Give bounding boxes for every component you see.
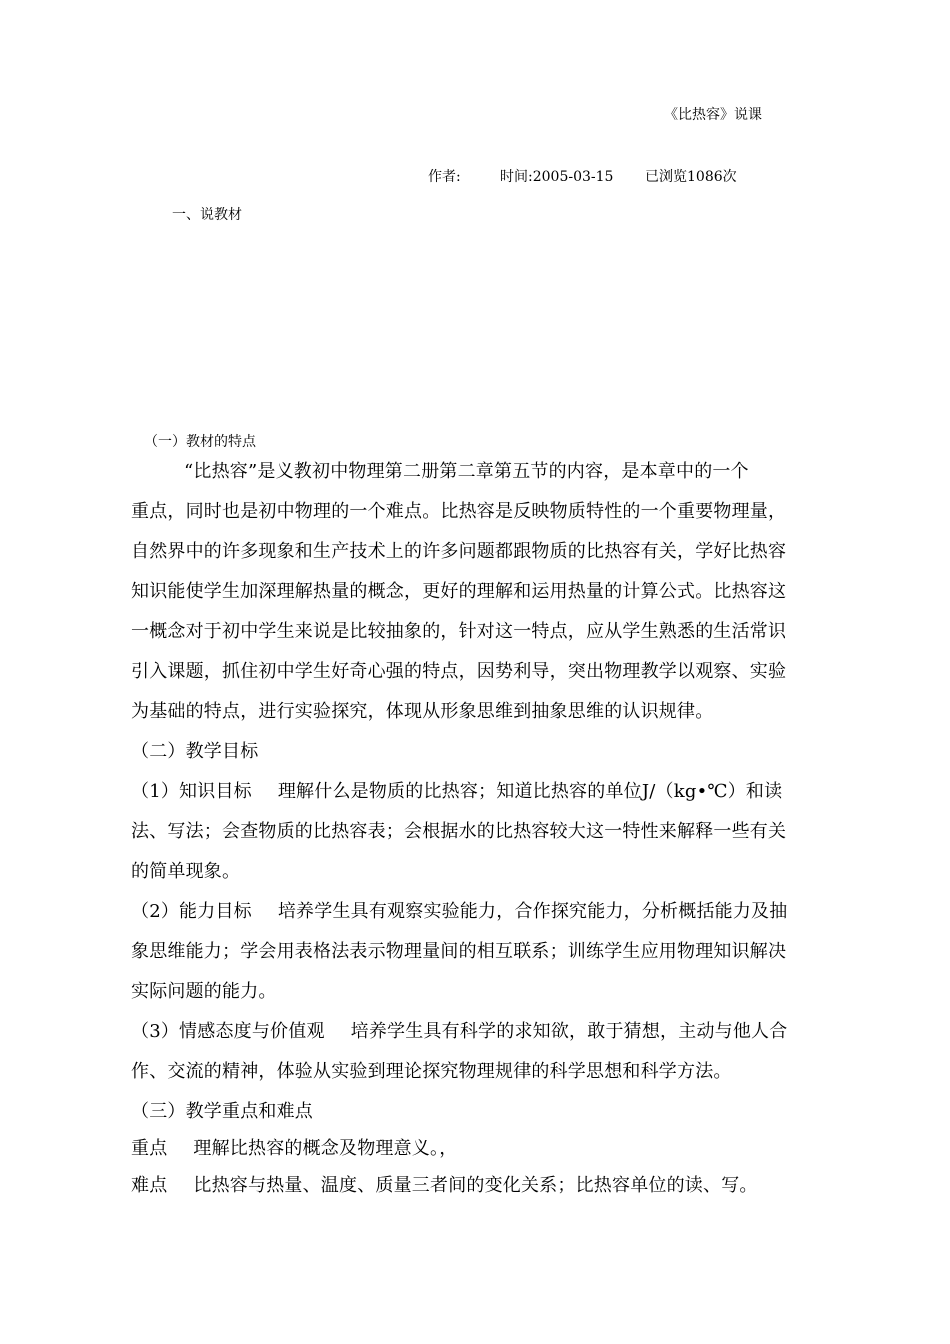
difficulty-text: 比热容与热量、温度、质量三者间的变化关系；比热容单位的读、写。 [193,1175,758,1196]
goal-ability-line [131,897,821,923]
subsection-heading-key-points: （三）教学重点和难点 [131,1101,313,1122]
paragraph-line: 知识能使学生加深理解热量的概念，更好的理解和运用热量的计算公式。比热容这 [131,581,787,602]
goal-ability-label: （2）能力目标 [131,901,252,922]
section-heading-textbook: 一、说教材 [172,207,242,223]
paragraph-line: 法、写法；会查物质的比热容表；会根据水的比热容较大这一特性来解释一些有关 [131,821,787,842]
key-point-line [131,1134,821,1160]
paragraph-line: 引入课题，抓住初中学生好奇心强的特点，因势利导，突出物理教学以观察、实验 [131,661,787,682]
subsection-heading-goals: （二）教学目标 [131,741,259,762]
paragraph-line: 实际问题的能力。 [131,981,277,1002]
paragraph-line: 的简单现象。 [131,861,241,882]
time-label: 时间:2005-03-15 [500,169,614,185]
author-label: 作者: [428,169,461,185]
key-point-text: 理解比热容的概念及物理意义。， [193,1138,458,1159]
goal-knowledge-text: 理解什么是物质的比热容；知道比热容的单位J/（kg•℃）和读 [277,781,783,802]
paragraph-line: “比热容”是义教初中物理第二册第二章第五节的内容，是本章中的一个 [184,461,749,482]
goal-emotion-label: （3）情感态度与价值观 [131,1021,325,1042]
paragraph-line: 自然界中的许多现象和生产技术上的许多问题都跟物质的比热容有关，学好比热容 [131,541,787,562]
paragraph-line: 象思维能力；学会用表格法表示物理量间的相互联系；训练学生应用物理知识解决 [131,941,787,962]
goal-knowledge-label: （1）知识目标 [131,781,252,802]
paragraph-line: 重点，同时也是初中物理的一个难点。比热容是反映物质特性的一个重要物理量， [131,501,787,522]
goal-knowledge-line [131,777,821,803]
subsection-heading-features: （一）教材的特点 [144,434,256,450]
difficulty-line [131,1171,821,1197]
difficulty-label: 难点 [131,1175,168,1196]
document-title: 《比热容》说课 [664,107,762,123]
paragraph-line: 一概念对于初中学生来说是比较抽象的，针对这一特点，应从学生熟悉的生活常识 [131,621,787,642]
key-point-label: 重点 [131,1138,168,1159]
goal-emotion-line [131,1017,821,1043]
paragraph-line: 为基础的特点，进行实验探究，体现从形象思维到抽象思维的认识规律。 [131,701,714,722]
goal-ability-text: 培养学生具有观察实验能力，合作探究能力，分析概括能力及抽 [277,901,788,922]
goal-emotion-text: 培养学生具有科学的求知欲，敢于猜想，主动与他人合 [350,1021,788,1042]
views-label: 已浏览1086次 [645,169,737,185]
paragraph-line: 作、交流的精神，体验从实验到理论探究物理规律的科学思想和科学方法。 [131,1061,732,1082]
